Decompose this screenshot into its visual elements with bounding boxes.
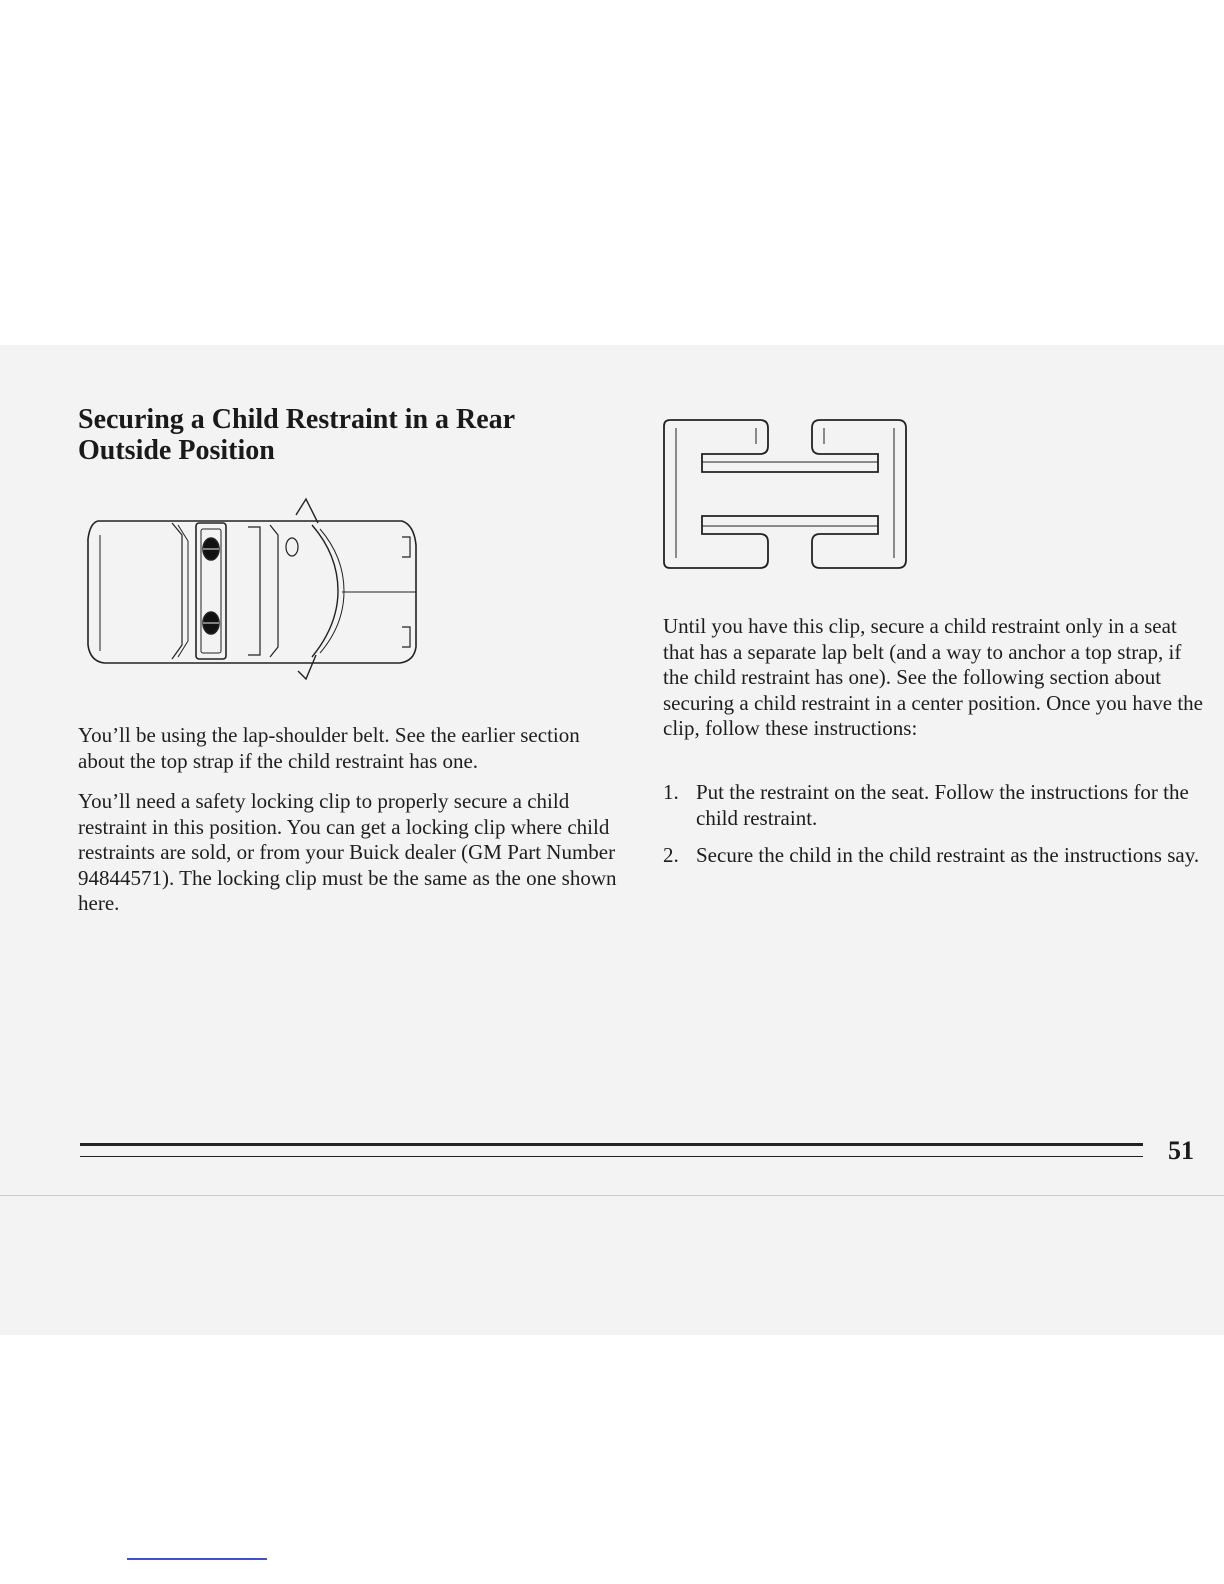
locking-clip-illustration <box>660 412 910 577</box>
right-intro-paragraph: Until you have this clip, secure a child restraint only in a seat that has a separate lap belt (and a way to anchor a top strap, if the child restraint has one). See the following section about securing a child restraint in a center position. Once you have the clip, follow these instructions: <box>663 614 1203 740</box>
instruction-steps <box>663 780 1208 881</box>
car-top-view-illustration <box>80 495 425 685</box>
page-number: 51 <box>1168 1136 1194 1165</box>
step-text: Put the restraint on the seat. Follow the instructions for the child restraint. <box>696 780 1189 830</box>
bottom-link-underline[interactable] <box>127 1558 267 1560</box>
step-number: 1. <box>663 780 679 804</box>
section-title: Securing a Child Restraint in a Rear Outside Position <box>78 404 515 466</box>
step-number: 2. <box>663 843 679 867</box>
page-edge-divider <box>0 1195 1224 1196</box>
list-item <box>663 780 1208 831</box>
step-text: Secure the child in the child restraint as the instructions say. <box>696 843 1200 867</box>
left-paragraph-2: You’ll need a safety locking clip to properly secure a child restraint in this position. You can get a locking clip where child restraints are sold, or from your Buick dealer (GM Part Number 94844571). The locking clip must be the same as the one shown here. <box>78 789 617 915</box>
footer-rule-thick <box>80 1143 1143 1146</box>
footer-rule-thin <box>80 1156 1143 1157</box>
left-paragraph-1: You’ll be using the lap-shoulder belt. See the earlier section about the top strap if the child restraint has one. <box>78 723 580 773</box>
list-item <box>663 843 1208 869</box>
